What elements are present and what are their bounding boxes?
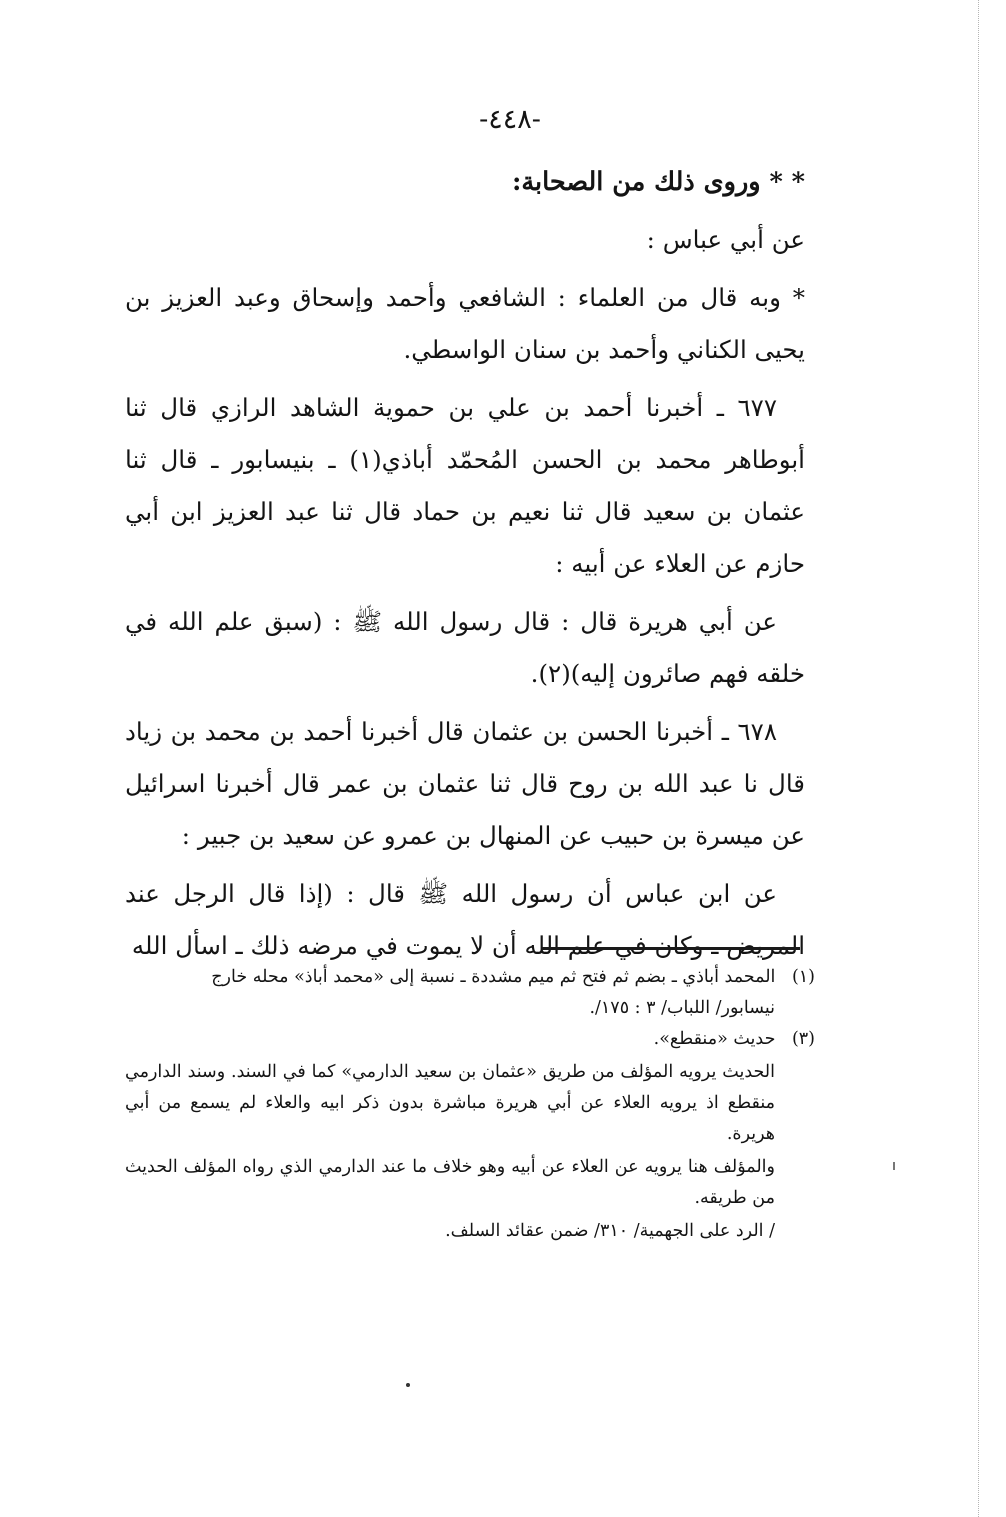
footnote-2-text: حديث «منقطع». [653, 1029, 776, 1049]
paragraph-hadith-677-matn: عن أبي هريرة قال : قال رسول الله ﷺ : (سبق علم الله في خلقه فهم صائرون إليه)(٢). [125, 607, 805, 688]
footnote-2-paragraph-2: والمؤلف هنا يرويه عن العلاء عن أبيه وهو خلاف ما عند الدارمي الذي رواه المؤلف الحديث من طريقه. [125, 1157, 775, 1208]
paragraph-hadith-678-isnad: ٦٧٨ ـ أخبرنا الحسن بن عثمان قال أخبرنا أحمد بن محمد بن زياد قال نا عبد الله بن روح قال ثنا عثمان بن عمر قال أخبرنا اسرائيل عن ميسرة بن حبيب عن المنهال بن عمرو عن سعيد بن جبير : [125, 717, 805, 850]
footnotes [125, 962, 815, 1247]
page-edge-line [978, 0, 980, 1517]
footnote-separator [542, 947, 800, 950]
paragraph-companion: عن أبي عباس : [646, 225, 805, 254]
footnote-2 [125, 1024, 815, 1055]
scan-speck [406, 1383, 410, 1387]
footnote-1-number: (١) [791, 967, 815, 987]
scan-mark [893, 1162, 895, 1170]
paragraph-hadith-677-isnad: ٦٧٧ ـ أخبرنا أحمد بن علي بن حموية الشاهد الرازي قال ثنا أبوطاهر محمد بن الحسن المُحمّد أباذي(١) ـ بنيسابور ـ قال ثنا عثمان بن سعيد قال ثنا نعيم بن حماد قال ثنا عبد العزيز ابن أبي حازم عن العلاء عن أبيه : [125, 393, 805, 578]
footnote-2-paragraph-1: الحديث يرويه المؤلف من طريق «عثمان بن سعيد الدارمي» كما في السند. وسند الدارمي منقطع اذ يرويه العلاء عن أبي هريرة مباشرة بدون ذكر ابيه والعلاء لم يسمع من أبي هريرة. [125, 1062, 775, 1144]
footnote-2-number: (٣) [791, 1029, 815, 1049]
footnote-1-text: المحمد أباذي ـ بضم ثم فتح ثم ميم مشددة ـ نسبة إلى «محمد أباذ» محله خارج [211, 967, 776, 987]
main-text [125, 156, 805, 972]
footnote-2-paragraph-3: / الرد على الجهمية/ ٣١٠/ ضمن عقائد السلف. [445, 1221, 775, 1241]
paragraph-scholars: * وبه قال من العلماء : الشافعي وأحمد وإسحاق وعبد العزيز بن يحيى الكناني وأحمد بن سنان الواسطي. [125, 283, 805, 364]
page-number: -٤٤٨- [479, 104, 541, 135]
paragraph-hadith-678-matn: عن ابن عباس أن رسول الله ﷺ قال : (إذا قال الرجل عند المريض ـ وكان في علم الله أن لا يموت في مرضه ذلك ـ اسأل الله [125, 879, 805, 960]
footnote-1-continuation: نيسابور/ اللباب/ ٣ : ١٧٥/. [589, 998, 775, 1018]
section-heading: * * وروى ذلك من الصحابة: [511, 167, 805, 197]
footnote-1 [125, 962, 815, 993]
